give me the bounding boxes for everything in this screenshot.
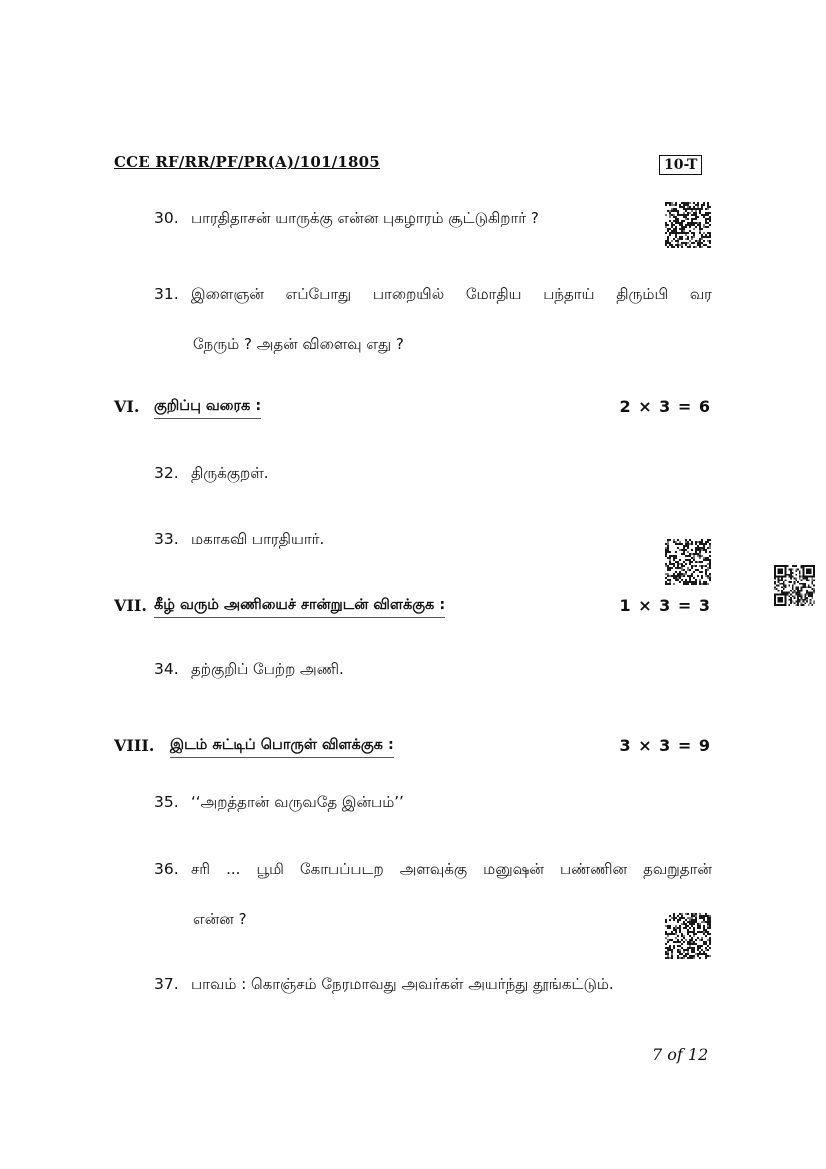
question-number: 36. (154, 860, 179, 878)
question-word: வர (689, 285, 712, 303)
question-word: ... (226, 860, 241, 878)
question-33 (154, 530, 324, 550)
question-number: 35. (154, 793, 179, 811)
question-36-continuation: என்ன ? (193, 910, 247, 928)
section-7-label: VII. (114, 596, 147, 615)
qr-code-icon (665, 539, 711, 585)
question-word: எப்போது (285, 285, 352, 303)
question-text: தற்குறிப் பேற்ற அணி. (191, 660, 344, 678)
question-number: 33. (154, 530, 179, 548)
question-35 (154, 793, 404, 813)
question-word: மனுஷன் (483, 860, 544, 878)
section-8-label: VIII. (114, 736, 155, 755)
question-number: 37. (154, 975, 179, 993)
question-number: 31. (154, 285, 179, 303)
question-word: பாறையில் (372, 285, 445, 303)
question-32 (154, 464, 269, 484)
question-word: கோபப்படற (299, 860, 384, 878)
qr-code-icon (665, 202, 711, 248)
question-text: மகாகவி பாரதியார். (191, 530, 325, 548)
question-text: பாவம் : கொஞ்சம் நேரமாவது அவர்கள் அயர்ந்து தூங்கட்டும். (191, 975, 614, 993)
qr-code-icon (774, 565, 815, 606)
question-word: பந்தாய் (543, 285, 595, 303)
question-number: 32. (154, 464, 179, 482)
section-6-label: VI. (114, 397, 140, 416)
question-text: ‘‘அறத்தான் வருவதே இன்பம்’’ (191, 793, 404, 811)
section-7-marks: 1 × 3 = 3 (619, 596, 711, 615)
question-30 (154, 209, 539, 229)
question-word: மோதிய (465, 285, 522, 303)
question-word: பூமி (256, 860, 284, 878)
question-number: 34. (154, 660, 179, 678)
question-37 (154, 975, 614, 995)
section-6-title: குறிப்பு வரைக : (154, 398, 261, 419)
version-box: 10-T (659, 155, 702, 175)
question-34 (154, 660, 344, 680)
question-word: பண்ணின (560, 860, 628, 878)
question-word: தவறுதான் (643, 860, 712, 878)
section-8-marks: 3 × 3 = 9 (619, 736, 711, 755)
question-36 (154, 860, 712, 880)
question-text: பாரதிதாசன் யாருக்கு என்ன புகழாரம் சூட்டுகிறார் ? (191, 209, 539, 227)
page-number: 7 of 12 (652, 1045, 709, 1064)
qr-code-icon (665, 913, 711, 959)
question-word: அளவுக்கு (399, 860, 468, 878)
section-8-title: இடம் சுட்டிப் பொருள் விளக்குக : (170, 737, 394, 758)
question-31 (154, 285, 712, 305)
question-word: சரி (191, 860, 211, 878)
section-6-marks: 2 × 3 = 6 (619, 397, 711, 416)
exam-code: CCE RF/RR/PF/PR(A)/101/1805 (114, 153, 380, 171)
question-word: இளைஞன் (191, 285, 264, 303)
question-word: திரும்பி (616, 285, 669, 303)
question-31-continuation: நேரும் ? அதன் விளைவு எது ? (193, 335, 404, 353)
question-text: திருக்குறள். (191, 464, 269, 482)
section-7-title: கீழ் வரும் அணியைச் சான்றுடன் விளக்குக : (154, 597, 445, 618)
question-number: 30. (154, 209, 179, 227)
